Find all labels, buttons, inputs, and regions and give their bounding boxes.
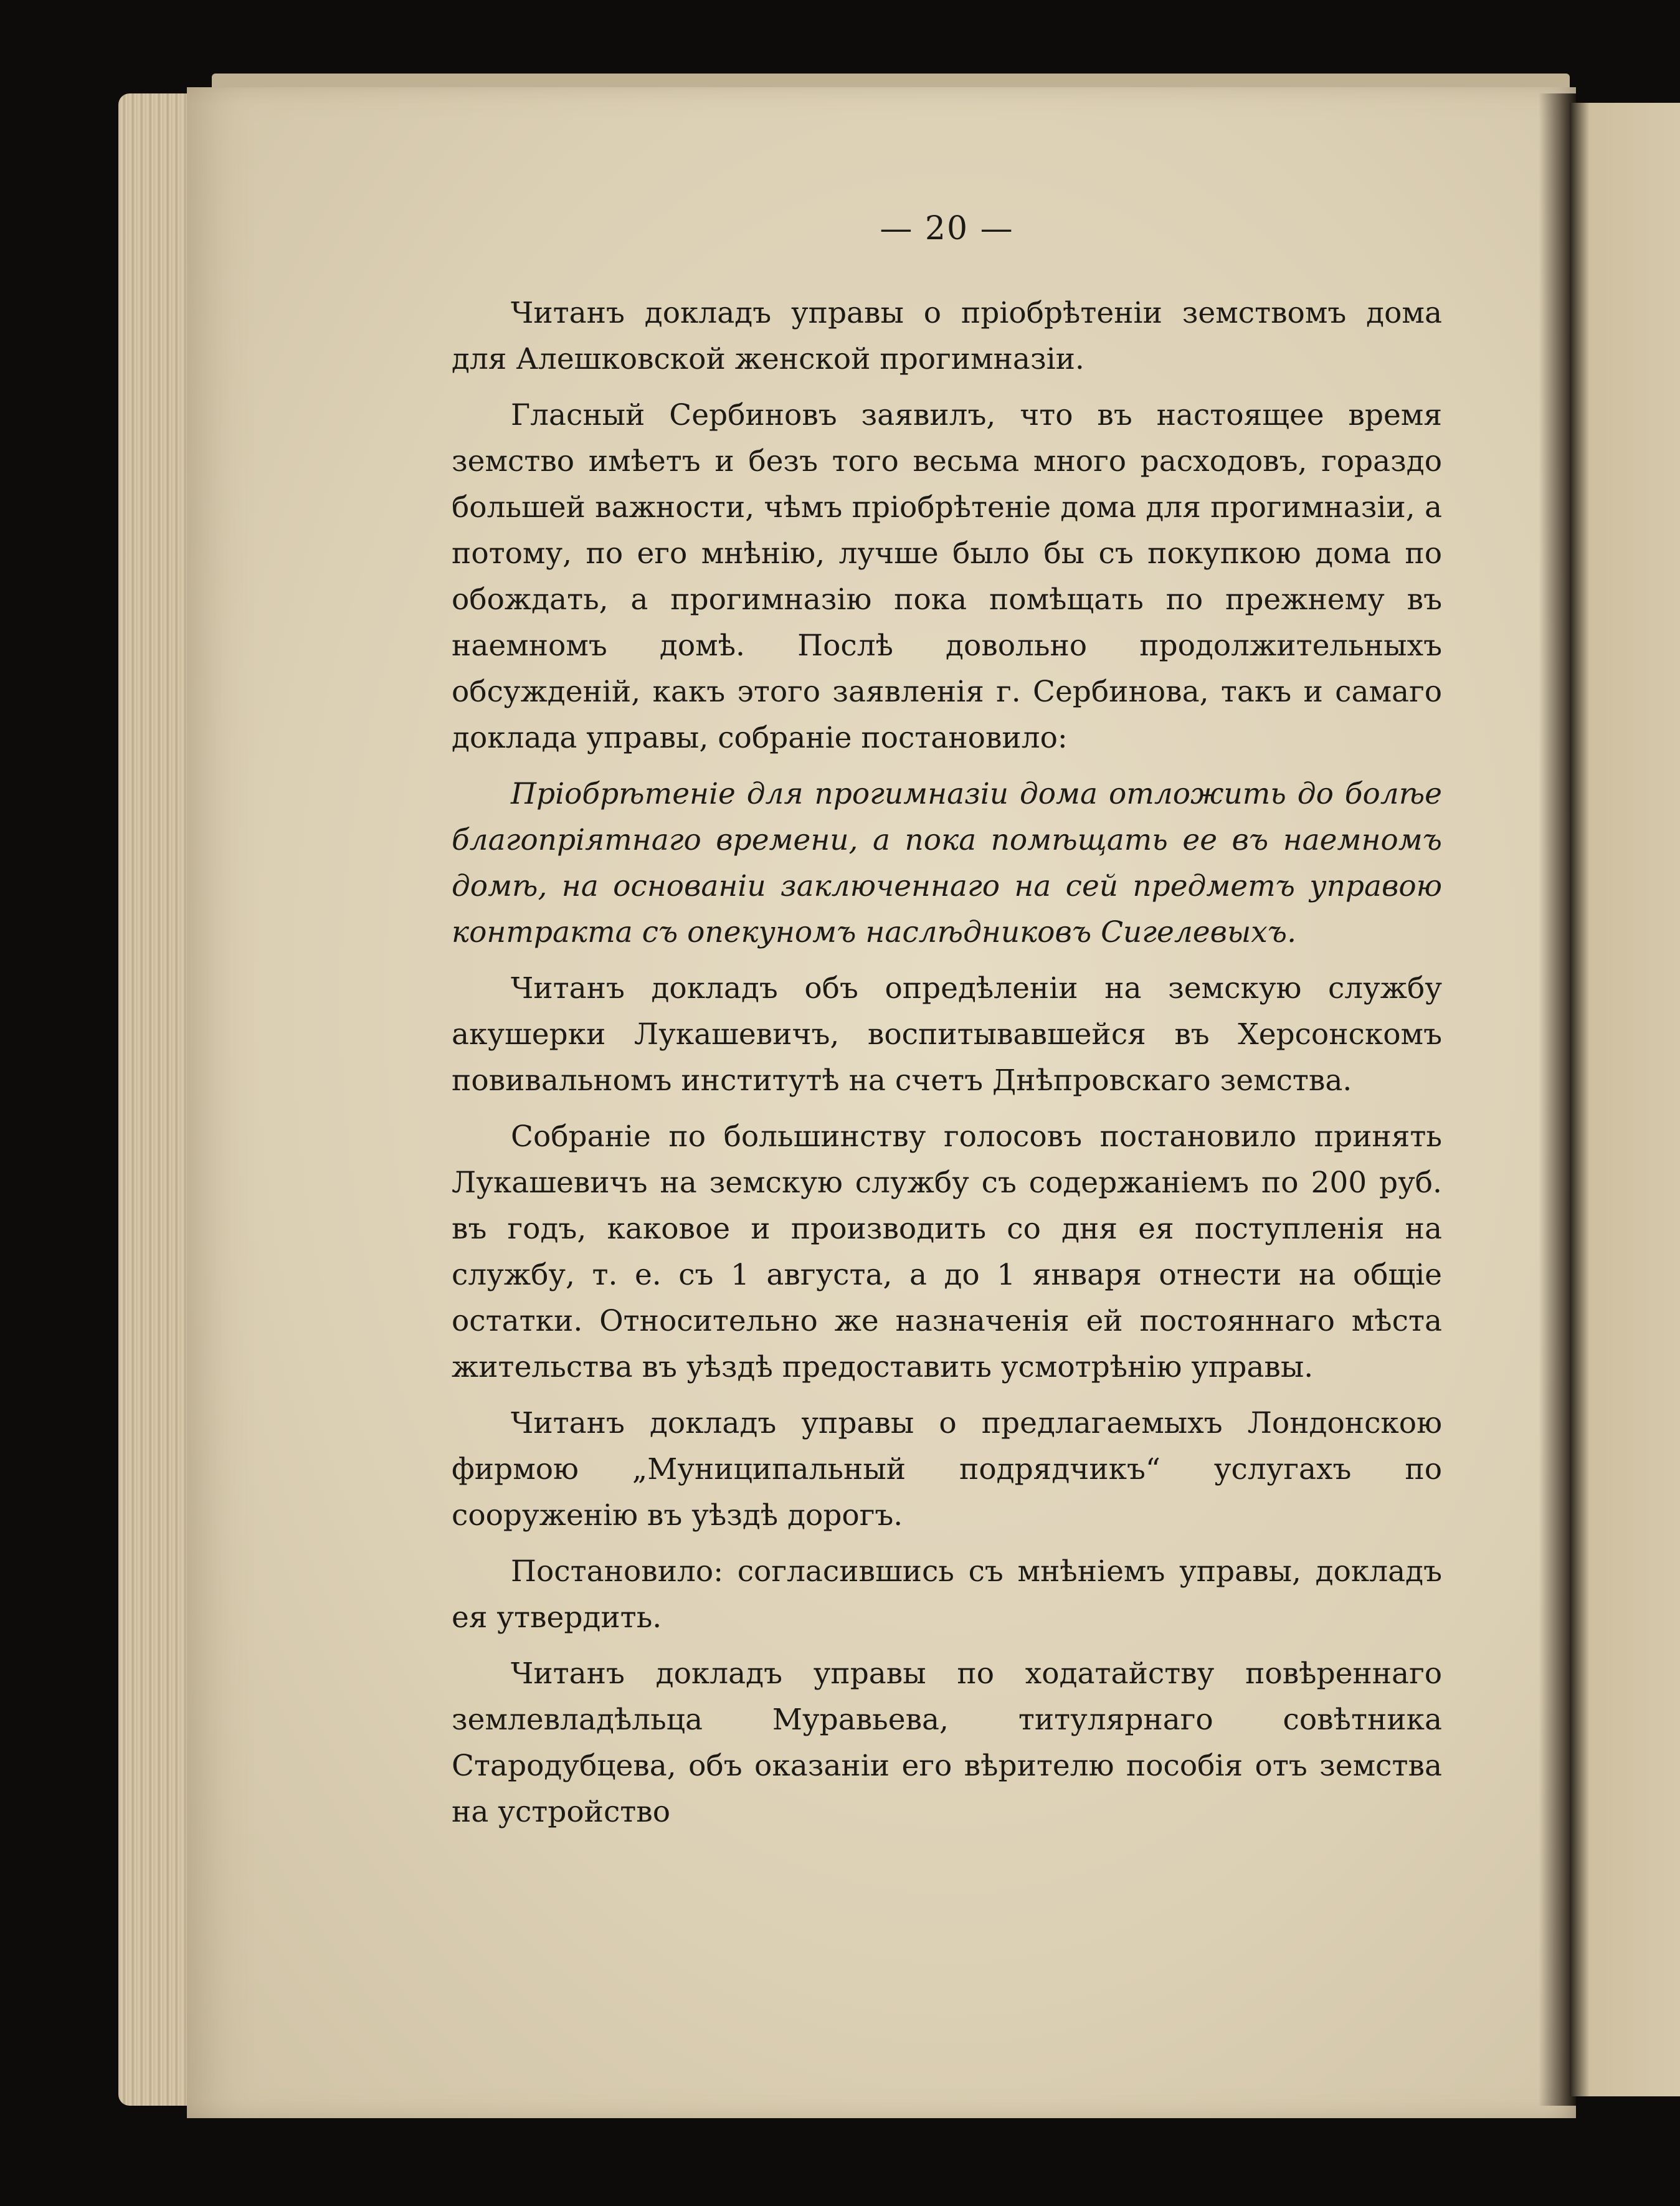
page-number: — 20 —: [880, 210, 1014, 247]
paragraph-3-resolution: Пріобрѣтеніе для прогимназіи дома отложить до болѣе благопріятнаго времени, а пока помѣщать ее въ наемномъ домѣ, на основаніи заключеннаго на сей предметъ управою контракта съ опекуномъ наслѣдниковъ Сигелевыхъ.: [452, 777, 1442, 949]
paragraph-4: Читанъ докладъ объ опредѣленіи на земскую службу акушерки Лукашевичъ, воспитывавшейся въ Херсонскомъ повивальномъ институтѣ на счетъ Днѣпровскаго земства.: [452, 971, 1442, 1098]
paragraph-6: Читанъ докладъ управы о предлагаемыхъ Лондонскою фирмою „Муниципальный подрядчикъ“ услугахъ по сооруженію въ уѣздѣ дорогъ.: [452, 1406, 1442, 1533]
paragraph-5: Собраніе по большинству голосовъ постановило принять Лукашевичъ на земскую службу съ содержаніемъ по 200 руб. въ годъ, каковое и производить со дня ея поступленія на службу, т. е. съ 1 августа, а до 1 января отнести на общіе остатки. Относительно же назначенія ей постояннаго мѣста жительства въ уѣздѣ предоставить усмотрѣнію управы.: [452, 1120, 1442, 1384]
next-page-edge: [1570, 103, 1680, 2096]
paragraph-7: Постановило: согласившись съ мнѣніемъ управы, докладъ ея утвердить.: [452, 1554, 1442, 1635]
paragraph-1: Читанъ докладъ управы о пріобрѣтеніи земствомъ дома для Алешковской женской прогимназіи.: [452, 296, 1442, 376]
paragraph-2: Гласный Сербиновъ заявилъ, что въ настоящее время земство имѣетъ и безъ того весьма много расходовъ, гораздо большей важности, чѣмъ пріобрѣтеніе дома для прогимназіи, а потому, по его мнѣнію, лучше было бы съ покупкою дома по обождать, а прогимназію пока помѣщать по прежнему въ наемномъ домѣ. Послѣ довольно продолжительныхъ обсужденій, какъ этого заявленія г. Сербинова, такъ и самаго доклада управы, собраніе постановило:: [452, 398, 1442, 755]
paragraph-8: Читанъ докладъ управы по ходатайству повѣреннаго землевладѣльца Муравьева, титулярнаго совѣтника Стародубцева, объ оказаніи его вѣрителю пособія отъ земства на устройство: [452, 1657, 1442, 1829]
page-content: [452, 206, 1442, 1845]
